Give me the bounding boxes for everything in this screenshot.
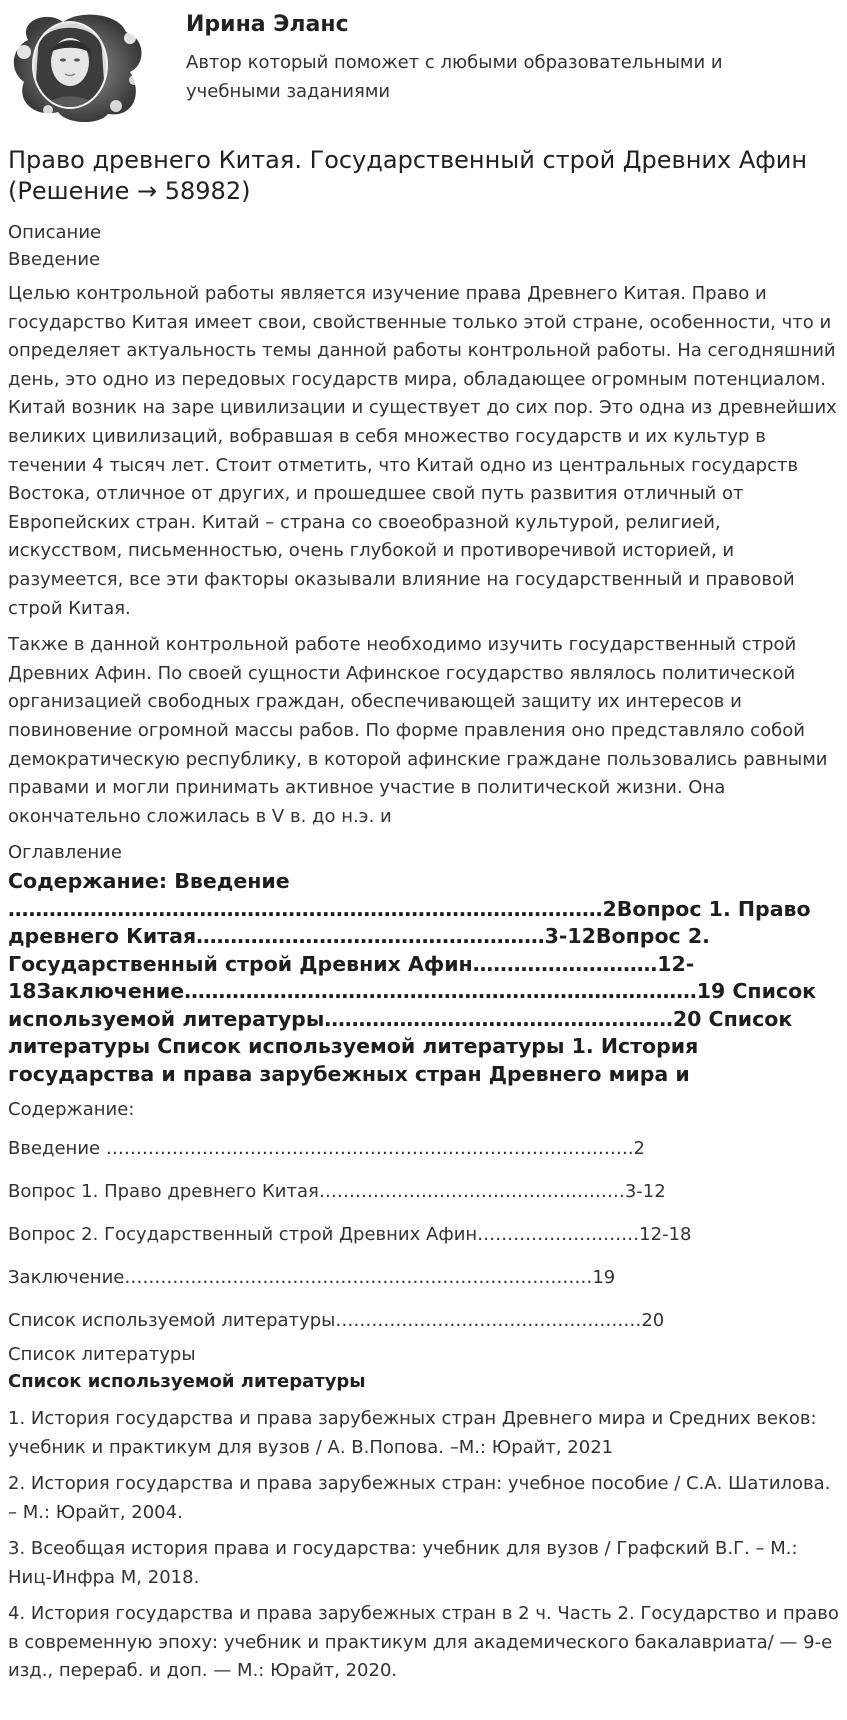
references-heading: Список используемой литературы — [8, 1371, 366, 1393]
toc-item: Введение …………………………………………………………………………….2 — [8, 1138, 645, 1160]
toc-item: Вопрос 2. Государственный строй Древних Афин………………………12-18 — [8, 1224, 692, 1246]
toc-label: Оглавление — [8, 842, 122, 864]
intro-paragraph: Целью контрольной работы является изучение права Древнего Китая. Право и государство Китая имеет свои, свойственные только этой стране, особенности, что и определяет актуальность темы данной работы контрольной работы. На сегодняшний день, это одно из передовых государств мира, обладающее огромным потенциалом. Китай возник на заре цивилизации и существует до сих пор. Это одна из древнейших великих цивилизаций, вобравшая в себя множество государств и их культур в течении 4 тысяч лет. Стоит отметить, что Китай одно из центральных государств Востока, отличное от других, и прошедшее свой путь развития отличный от Европейских стран. Китай – страна со своеобразной культурой, религией, искусством, письменностью, очень глубокой и противоречивой историей, и разумеется, все эти факторы оказывали влияние на государственный и правовой строй Китая. — [8, 283, 837, 619]
toc-summary: Содержание: Введение ……………………………………………………………………………2Вопрос 1. Право древнего Китая……………………………………………3-12Вопрос 2. Государственный строй Древних Афин………………………12-18Заключение…………………………………………………………………19 Список используемой литературы……………………………………………20 Список литературы Список используемой литературы 1. История государства и права зарубежных стран Древнего мира и — [8, 869, 817, 1086]
author-name[interactable]: Ирина Эланс — [186, 12, 349, 37]
list-item: 3. Всеобщая история права и государства: учебник для вузов / Графский В.Г. – М.: Ниц-Инфра М, 2018. — [8, 1538, 798, 1588]
author-avatar[interactable] — [8, 10, 148, 125]
intro-paragraph: Также в данной контрольной работе необходимо изучить государственный строй Древних Афин. По своей сущности Афинское государство являлось политической организацией свободных граждан, обеспечивающей защиту их интересов и повиновение огромной массы рабов. По форме правления оно представляло собой демократическую республику, в которой афинские граждане пользовались равными правами и могли принимать активное участие в политической жизни. Она окончательно сложилась в V в. до н.э. и — [8, 634, 828, 827]
list-item: 1. История государства и права зарубежных стран Древнего мира и Средних веков: учебник и практикум для вузов / А. В.Попова. –М.: Юрайт, 2021 — [8, 1408, 817, 1458]
author-card — [8, 0, 839, 132]
toc-item: Вопрос 1. Право древнего Китая……………………………………………3-12 — [8, 1181, 666, 1203]
description-label: Описание — [8, 222, 102, 243]
references-label: Список литературы — [8, 1344, 196, 1366]
intro-text — [8, 280, 839, 831]
toc-item: Список используемой литературы……………………………………………20 — [8, 1310, 665, 1332]
document-page — [8, 0, 839, 1694]
toc-item: Заключение……………………………………………………………………19 — [8, 1267, 616, 1289]
list-item: 2. История государства и права зарубежных стран: учебное пособие / С.А. Шатилова. – М.: Юрайт, 2004. — [8, 1473, 831, 1523]
page-title: Право древнего Китая. Государственный строй Древних Афин (Решение → 58982) — [8, 146, 808, 205]
table-of-contents — [8, 1135, 839, 1335]
contents-heading: Содержание: — [8, 1099, 135, 1121]
list-item: 4. История государства и права зарубежных стран в 2 ч. Часть 2. Государство и право в современную эпоху: учебник и практикум для академического бакалавриата/ — 9-е изд., перераб. и доп. — М.: Юрайт, 2020. — [8, 1603, 839, 1682]
author-description: Автор который поможет с любыми образовательными и учебными заданиями — [186, 52, 723, 102]
references-list — [8, 1405, 839, 1686]
intro-label: Введение — [8, 249, 101, 270]
